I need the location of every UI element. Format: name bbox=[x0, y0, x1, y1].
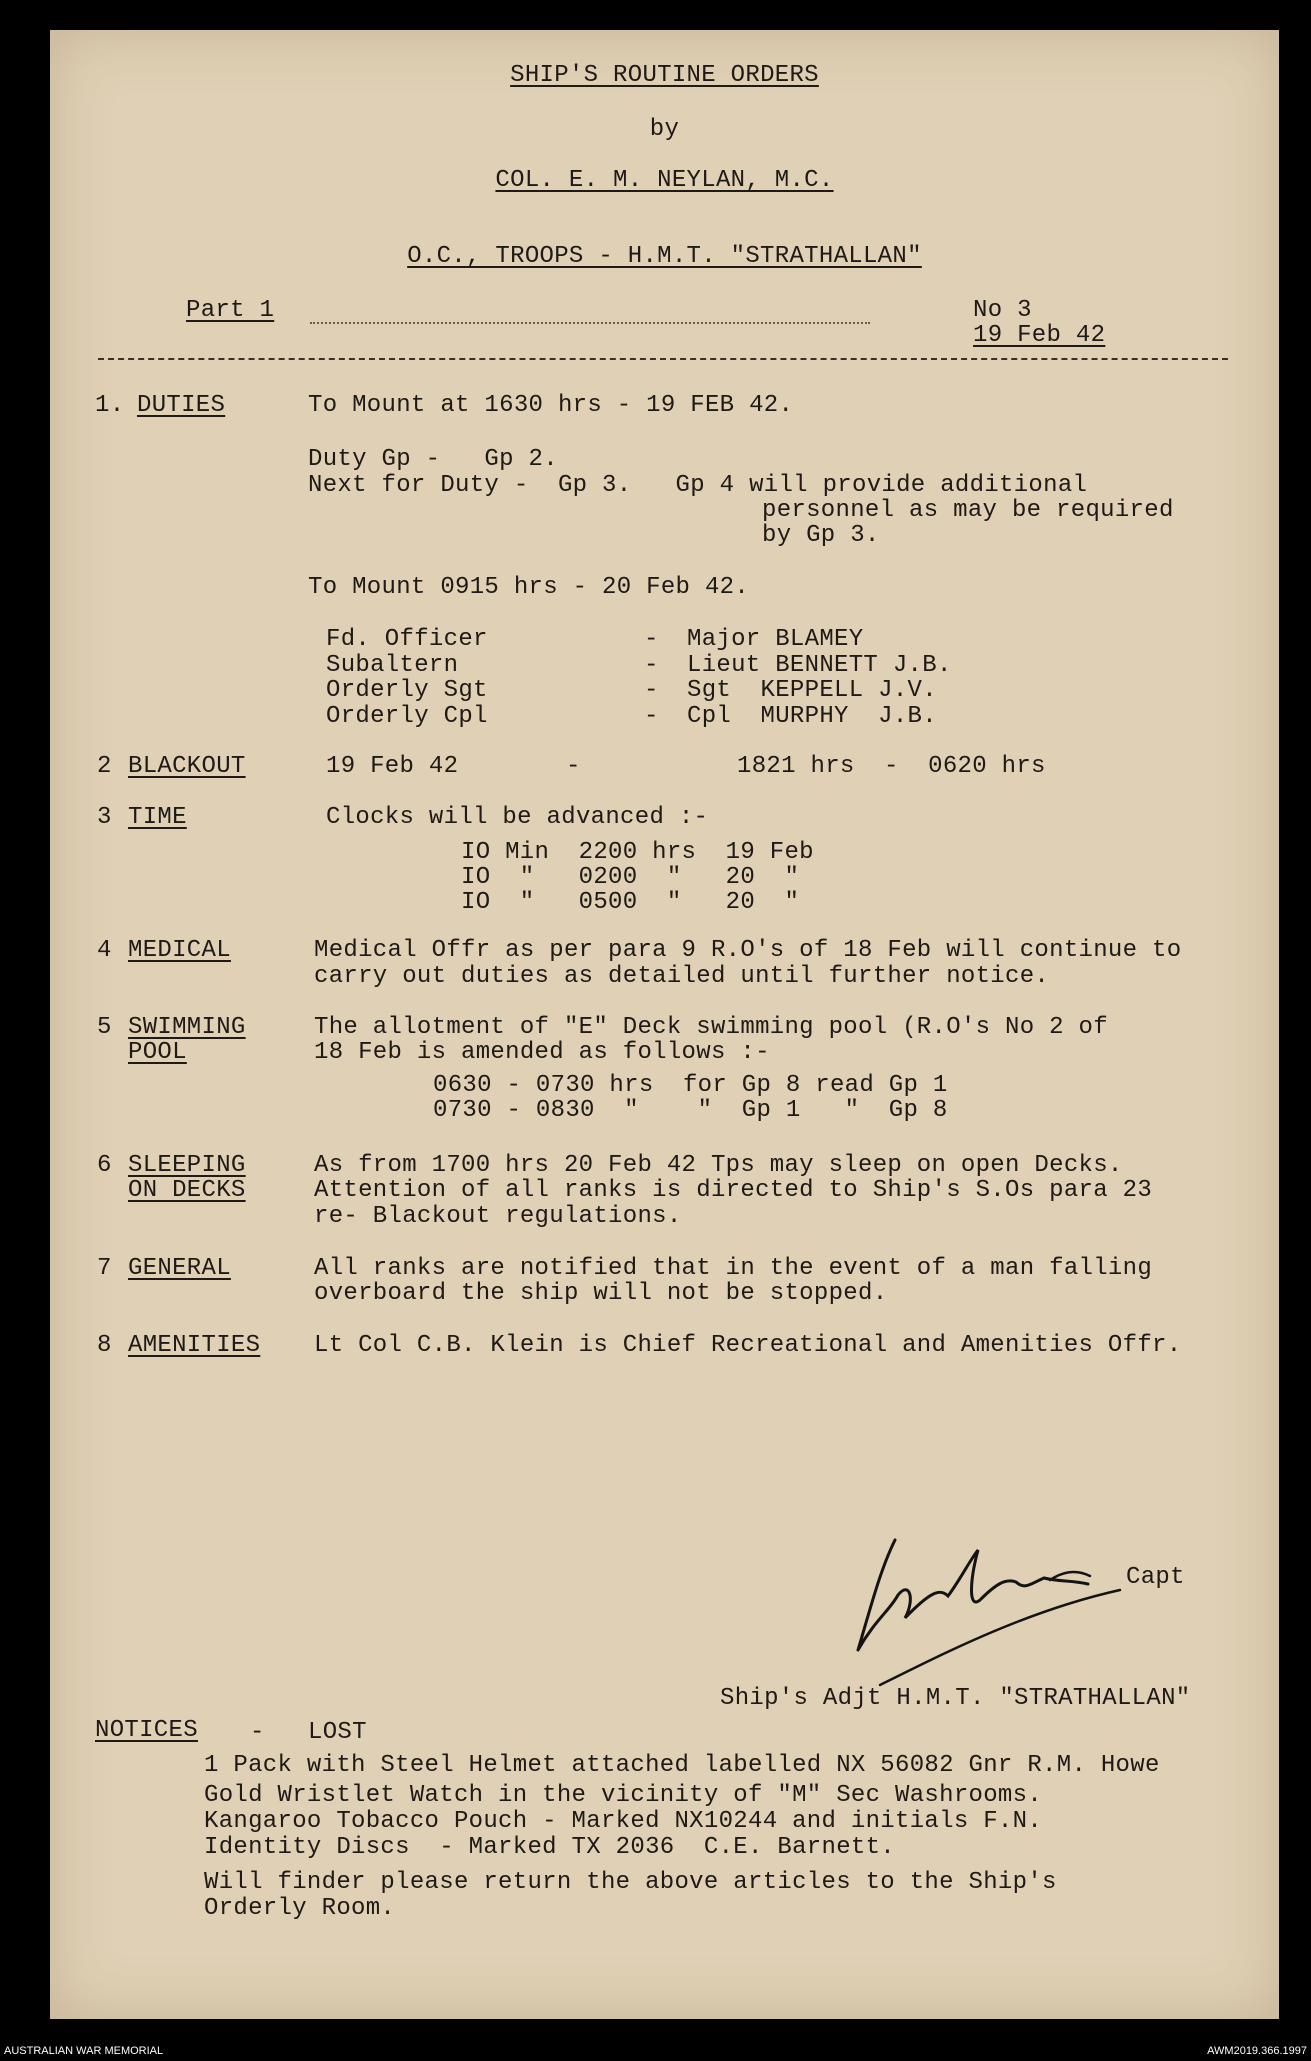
item-number: 6 bbox=[97, 1152, 112, 1179]
duty-group: Duty Gp - Gp 2. bbox=[308, 446, 558, 473]
roster-role: Orderly Sgt bbox=[326, 677, 488, 704]
swimming-text: The allotment of "E" Deck swimming pool (R.O's No 2 of bbox=[314, 1014, 1108, 1041]
document-title: SHIP'S ROUTINE ORDERS bbox=[510, 62, 819, 89]
blackout-sep: - bbox=[566, 753, 581, 780]
roster-name: Major BLAMEY bbox=[687, 626, 864, 653]
roster-name: Cpl MURPHY J.B. bbox=[687, 703, 937, 730]
time-row: IO " 0200 " 20 " bbox=[461, 864, 800, 891]
section-heading-medical: MEDICAL bbox=[128, 937, 231, 964]
section-heading-swimming: SWIMMING bbox=[128, 1014, 246, 1041]
unit-line: O.C., TROOPS - H.M.T. "STRATHALLAN" bbox=[407, 243, 922, 270]
medical-text: Medical Offr as per para 9 R.O's of 18 Feb will continue to bbox=[314, 937, 1182, 964]
item-number: 2 bbox=[97, 753, 112, 780]
finder-request: Will finder please return the above articles to the Ship's bbox=[204, 1869, 1057, 1896]
lost-item: Identity Discs - Marked TX 2036 C.E. Barnett. bbox=[204, 1834, 896, 1861]
lost-item: Kangaroo Tobacco Pouch - Marked NX10244 and initials F.N. bbox=[204, 1808, 1043, 1835]
item-number: 1. bbox=[95, 392, 125, 419]
section-heading-general: GENERAL bbox=[128, 1255, 231, 1282]
roster-role: Subaltern bbox=[326, 652, 459, 679]
notices-kind: LOST bbox=[308, 1719, 367, 1746]
section-heading-blackout: BLACKOUT bbox=[128, 753, 246, 780]
medical-text: carry out duties as detailed until further notice. bbox=[314, 963, 1050, 990]
roster-sep: - bbox=[644, 626, 659, 653]
swimming-row: 0730 - 0830 " " Gp 1 " Gp 8 bbox=[433, 1097, 948, 1124]
item-number: 8 bbox=[97, 1332, 112, 1359]
general-text: All ranks are notified that in the event of a man falling bbox=[314, 1255, 1153, 1282]
next-duty: Next for Duty - Gp 3. Gp 4 will provide additional bbox=[308, 472, 1088, 499]
commander-name: COL. E. M. NEYLAN, M.C. bbox=[495, 167, 834, 194]
roster-name: Lieut BENNETT J.B. bbox=[687, 652, 952, 679]
section-heading-amenities: AMENITIES bbox=[128, 1332, 261, 1359]
time-row: IO " 0500 " 20 " bbox=[461, 889, 800, 916]
handwritten-signature bbox=[820, 1500, 1200, 1700]
section-heading-on-decks: ON DECKS bbox=[128, 1177, 246, 1204]
roster-sep: - bbox=[644, 677, 659, 704]
item-number: 5 bbox=[97, 1014, 112, 1041]
document-sheet bbox=[50, 30, 1279, 2019]
sleeping-text: re- Blackout regulations. bbox=[314, 1203, 682, 1230]
item-number: 4 bbox=[97, 937, 112, 964]
section-heading-time: TIME bbox=[128, 804, 187, 831]
duties-mount-1: To Mount at 1630 hrs - 19 FEB 42. bbox=[308, 392, 794, 419]
signature-rank: Capt bbox=[1126, 1564, 1185, 1591]
roster-sep: - bbox=[644, 652, 659, 679]
blackout-date: 19 Feb 42 bbox=[326, 753, 459, 780]
dotted-leader bbox=[310, 322, 870, 324]
roster-role: Fd. Officer bbox=[326, 626, 488, 653]
time-intro: Clocks will be advanced :- bbox=[326, 804, 709, 831]
notices-heading: NOTICES bbox=[95, 1717, 198, 1744]
amenities-text: Lt Col C.B. Klein is Chief Recreational and Amenities Offr. bbox=[314, 1332, 1182, 1359]
item-number: 7 bbox=[97, 1255, 112, 1282]
duties-mount-2: To Mount 0915 hrs - 20 Feb 42. bbox=[308, 574, 750, 601]
notices-sep: - bbox=[250, 1719, 265, 1746]
header-divider bbox=[98, 358, 1228, 360]
blackout-hours: 1821 hrs - 0620 hrs bbox=[737, 753, 1046, 780]
item-number: 3 bbox=[97, 804, 112, 831]
section-heading-sleeping: SLEEPING bbox=[128, 1152, 246, 1179]
order-number: No 3 bbox=[973, 297, 1032, 324]
next-duty-cont: personnel as may be required bbox=[762, 497, 1174, 524]
roster-name: Sgt KEPPELL J.V. bbox=[687, 677, 937, 704]
time-row: IO Min 2200 hrs 19 Feb bbox=[461, 839, 814, 866]
roster-role: Orderly Cpl bbox=[326, 703, 488, 730]
roster-sep: - bbox=[644, 703, 659, 730]
part-label: Part 1 bbox=[186, 297, 275, 324]
archive-credit: AUSTRALIAN WAR MEMORIAL bbox=[4, 2045, 164, 2057]
finder-request: Orderly Room. bbox=[204, 1895, 396, 1922]
by-line: by bbox=[649, 116, 680, 143]
general-text: overboard the ship will not be stopped. bbox=[314, 1280, 888, 1307]
sleeping-text: As from 1700 hrs 20 Feb 42 Tps may sleep on open Decks. bbox=[314, 1152, 1123, 1179]
section-heading-pool: POOL bbox=[128, 1039, 187, 1066]
swimming-row: 0630 - 0730 hrs for Gp 8 read Gp 1 bbox=[433, 1072, 948, 1099]
signature-title: Ship's Adjt H.M.T. "STRATHALLAN" bbox=[720, 1685, 1191, 1712]
lost-item: 1 Pack with Steel Helmet attached labelled NX 56082 Gnr R.M. Howe bbox=[204, 1752, 1160, 1779]
swimming-text: 18 Feb is amended as follows :- bbox=[314, 1039, 770, 1066]
order-date: 19 Feb 42 bbox=[973, 322, 1106, 349]
lost-item: Gold Wristlet Watch in the vicinity of "M" Sec Washrooms. bbox=[204, 1782, 1043, 1809]
section-heading-duties: DUTIES bbox=[137, 392, 226, 419]
next-duty-cont: by Gp 3. bbox=[762, 522, 880, 549]
sleeping-text: Attention of all ranks is directed to Ship's S.Os para 23 bbox=[314, 1177, 1153, 1204]
archive-reference: AWM2019.366.1997 bbox=[1207, 2045, 1307, 2057]
